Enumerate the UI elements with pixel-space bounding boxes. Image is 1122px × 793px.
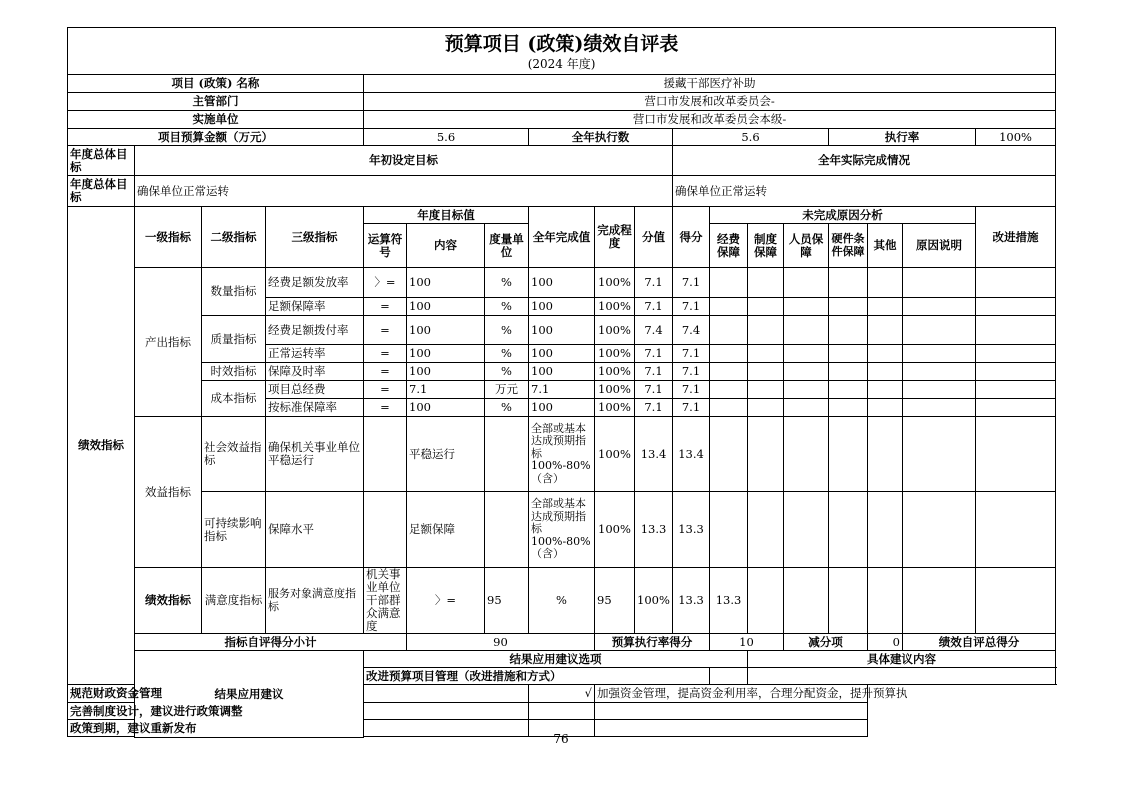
row-name: 机关事业单位干部群众满意度 — [364, 568, 407, 634]
row-content: 100 — [407, 363, 485, 381]
reason-explain-header: 原因说明 — [903, 224, 976, 268]
social-indicator-label: 社会效益指标 — [202, 417, 266, 492]
row-content: 100 — [407, 268, 485, 298]
row-score: 13.4 — [635, 417, 673, 492]
suggest-content-value: 加强资金管理，提高资金利用率，合理分配资金，提升预算执 — [595, 685, 868, 703]
row-value: 100 — [529, 399, 595, 417]
suggest-option: 完善制度设计，建议进行政策调整 — [68, 703, 529, 720]
row-score: 7.1 — [635, 268, 673, 298]
suggest-option: 政策到期，建议重新发布 — [68, 720, 529, 737]
year-subtitle: (2024 年度) — [68, 57, 1056, 75]
row-degree: 100% — [595, 417, 635, 492]
row-op: 〉= — [364, 268, 407, 298]
row-degree: 100% — [595, 399, 635, 417]
row-value: 7.1 — [529, 381, 595, 399]
budget-label: 项目预算金额（万元） — [68, 129, 364, 146]
row-got: 13.3 — [710, 568, 748, 634]
row-degree: 100% — [595, 381, 635, 399]
row-unit: % — [485, 363, 529, 381]
row-op: = — [364, 316, 407, 345]
subtotal-value: 90 — [407, 634, 595, 651]
annual-target-header: 年度目标值 — [364, 207, 529, 224]
completion-header: 完成程度 — [595, 207, 635, 268]
actual-goal-header: 全年实际完成情况 — [673, 146, 1056, 176]
row-content: 足额保障 — [407, 492, 485, 568]
row-unit: % — [485, 298, 529, 316]
qty-indicator-label: 数量指标 — [202, 268, 266, 316]
service-indicator-label: 服务对象满意度指标 — [266, 568, 364, 634]
row-got: 13.3 — [673, 492, 710, 568]
row-score: 13.3 — [673, 568, 710, 634]
level3-header: 三级指标 — [266, 207, 364, 268]
row-content: 7.1 — [407, 381, 485, 399]
row-content: 100 — [407, 298, 485, 316]
row-got: 7.1 — [673, 363, 710, 381]
row-content: 95 — [485, 568, 529, 634]
row-value: 100 — [529, 345, 595, 363]
row-unit — [485, 417, 529, 492]
initial-goal-header: 年初设定目标 — [135, 146, 673, 176]
score-got-header: 得分 — [673, 207, 710, 268]
goal-label: 年度总体目标 — [68, 146, 135, 176]
reason-fund-header: 经费保障 — [710, 224, 748, 268]
exec-score-value: 10 — [710, 634, 784, 651]
level1-header: 一级指标 — [135, 207, 202, 268]
row-value: 全部或基本达成预期指标100%-80%（含） — [529, 492, 595, 568]
unit-header: 度量单位 — [485, 224, 529, 268]
budget-value: 5.6 — [364, 129, 529, 146]
row-score: 7.1 — [635, 399, 673, 417]
row-name: 按标准保障率 — [266, 399, 364, 417]
suggest-option: 改进预算项目管理（改进措施和方式） — [364, 668, 710, 685]
row-got: 13.4 — [673, 417, 710, 492]
row-unit: % — [485, 316, 529, 345]
unit-label: 实施单位 — [68, 111, 364, 129]
rate-label: 执行率 — [829, 129, 976, 146]
reason-hardware-header: 硬件条件保障 — [829, 224, 868, 268]
suggest-option-mark — [710, 668, 748, 685]
row-got: 7.1 — [673, 381, 710, 399]
row-score: 7.1 — [635, 363, 673, 381]
goal-label-2: 年度总体目标 — [68, 176, 135, 207]
row-op: = — [364, 345, 407, 363]
row-degree: 100% — [635, 568, 673, 634]
evaluation-table — [67, 27, 1056, 738]
suggest-option-mark — [529, 703, 595, 720]
row-degree: 100% — [595, 268, 635, 298]
row-got: 7.1 — [673, 298, 710, 316]
row-score: 7.1 — [635, 345, 673, 363]
dept-value: 营口市发展和改革委员会- — [364, 93, 1056, 111]
row-score: 7.1 — [635, 381, 673, 399]
row-value: 100 — [529, 363, 595, 381]
row-value: 100 — [529, 316, 595, 345]
row-op — [364, 417, 407, 492]
row-unit — [485, 492, 529, 568]
row-value: 100 — [529, 268, 595, 298]
level2-header: 二级指标 — [202, 207, 266, 268]
row-op: 〉= — [407, 568, 485, 634]
suggest-option-mark: √ — [529, 685, 595, 703]
row-degree: 100% — [595, 316, 635, 345]
exec-score-label: 预算执行率得分 — [595, 634, 710, 651]
score-value-header: 分值 — [635, 207, 673, 268]
reason-staff-header: 人员保障 — [784, 224, 829, 268]
row-degree: 100% — [595, 492, 635, 568]
evaluation-sheet — [67, 27, 1055, 738]
benefit-indicator-label: 效益指标 — [135, 417, 202, 568]
row-op: = — [364, 399, 407, 417]
row-op — [364, 492, 407, 568]
satisfaction-indicator-label: 满意度指标 — [202, 568, 266, 634]
row-name: 足额保障率 — [266, 298, 364, 316]
improve-header: 改进措施 — [976, 207, 1056, 268]
suggest-option: 规范财政资金管理 — [68, 685, 529, 703]
row-name: 经费足额发放率 — [266, 268, 364, 298]
sustain-indicator-label: 可持续影响指标 — [202, 492, 266, 568]
page-title: 预算项目 (政策)绩效自评表 — [68, 28, 1056, 57]
minus-value: 0 — [868, 634, 903, 651]
row-op: = — [364, 298, 407, 316]
suggest-label: 结果应用建议 — [135, 651, 364, 738]
output-indicator-label: 产出指标 — [135, 268, 202, 417]
time-indicator-label: 时效指标 — [202, 363, 266, 381]
row-unit: % — [485, 399, 529, 417]
dept-label: 主管部门 — [68, 93, 364, 111]
row-got: 7.4 — [673, 316, 710, 345]
row-name: 项目总经费 — [266, 381, 364, 399]
quality-indicator-label: 质量指标 — [202, 316, 266, 363]
op-header: 运算符号 — [364, 224, 407, 268]
perf-indicator-label-2: 绩效指标 — [135, 568, 202, 634]
rate-value: 100% — [976, 129, 1056, 146]
reason-header: 未完成原因分析 — [710, 207, 976, 224]
reason-system-header: 制度保障 — [748, 224, 784, 268]
row-unit: % — [529, 568, 595, 634]
row-name: 保障水平 — [266, 492, 364, 568]
row-content: 100 — [407, 399, 485, 417]
row-degree: 100% — [595, 363, 635, 381]
row-got: 7.1 — [673, 345, 710, 363]
page-number: 76 — [553, 732, 569, 746]
row-value: 95 — [595, 568, 635, 634]
row-content: 100 — [407, 345, 485, 363]
row-value: 全部或基本达成预期指标100%-80%（含） — [529, 417, 595, 492]
actual-goal-value: 确保单位正常运转 — [673, 176, 1056, 207]
full-year-value-header: 全年完成值 — [529, 207, 595, 268]
row-name: 保障及时率 — [266, 363, 364, 381]
row-unit: 万元 — [485, 381, 529, 399]
content-header: 内容 — [407, 224, 485, 268]
exec-label: 全年执行数 — [529, 129, 673, 146]
suggest-content-header: 具体建议内容 — [748, 651, 1056, 668]
row-unit: % — [485, 345, 529, 363]
unit-value: 营口市发展和改革委员会本级- — [364, 111, 1056, 129]
row-got: 7.1 — [673, 399, 710, 417]
row-score: 7.1 — [635, 298, 673, 316]
row-score: 13.3 — [635, 492, 673, 568]
cost-indicator-label: 成本指标 — [202, 381, 266, 417]
row-content: 100 — [407, 316, 485, 345]
perf-indicator-label: 绩效指标 — [68, 207, 135, 685]
row-content: 平稳运行 — [407, 417, 485, 492]
reason-other-header: 其他 — [868, 224, 903, 268]
initial-goal-value: 确保单位正常运转 — [135, 176, 673, 207]
suggest-options-header: 结果应用建议选项 — [364, 651, 748, 668]
row-name: 经费足额拨付率 — [266, 316, 364, 345]
row-degree: 100% — [595, 298, 635, 316]
total-label: 绩效自评总得分 — [903, 634, 1056, 651]
project-name-value: 援藏干部医疗补助 — [364, 75, 1056, 93]
row-op: = — [364, 381, 407, 399]
subtotal-label: 指标自评得分小计 — [135, 634, 407, 651]
row-score: 7.4 — [635, 316, 673, 345]
row-name: 确保机关事业单位平稳运行 — [266, 417, 364, 492]
row-op: = — [364, 363, 407, 381]
row-value: 100 — [529, 298, 595, 316]
row-unit: % — [485, 268, 529, 298]
row-name: 正常运转率 — [266, 345, 364, 363]
project-name-label: 项目 (政策) 名称 — [68, 75, 364, 93]
minus-label: 减分项 — [784, 634, 868, 651]
row-got: 7.1 — [673, 268, 710, 298]
exec-value: 5.6 — [673, 129, 829, 146]
row-degree: 100% — [595, 345, 635, 363]
